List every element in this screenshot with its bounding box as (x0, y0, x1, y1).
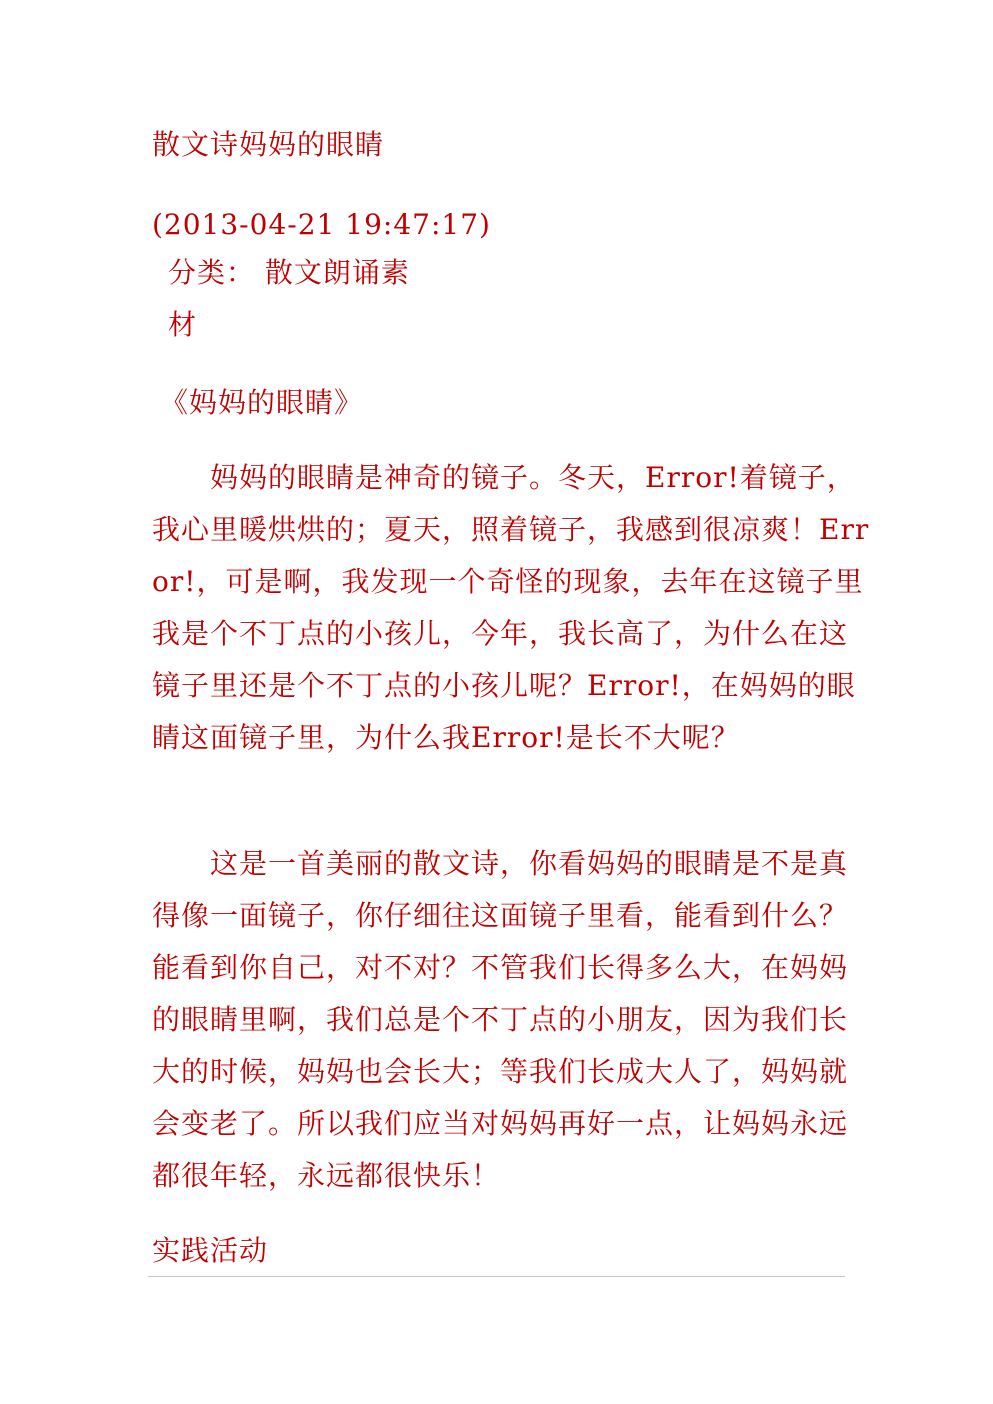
document-title: 散文诗妈妈的眼睛 (152, 128, 385, 161)
post-date: (2013-04-21 19:47:17) (152, 208, 491, 241)
work-title: 《妈妈的眼睛》 (160, 386, 364, 419)
poem-paragraph: 妈妈的眼睛是神奇的镜子。冬天，Error!着镜子，我心里暖烘烘的；夏天，照着镜子，我感到很凉爽！Error!，可是啊，我发现一个奇怪的现象，去年在这镜子里我是个不丁点的小孩儿，今年，我长高了，为什么在这镜子里还是个不丁点的小孩儿呢？Error!，在妈妈的眼睛这面镜子里，为什么我Error!是长不大呢？ (152, 461, 870, 754)
commentary-paragraph: 这是一首美丽的散文诗，你看妈妈的眼睛是不是真得像一面镜子，你仔细往这面镜子里看，能看到什么？能看到你自己，对不对？不管我们长得多么大，在妈妈的眼睛里啊，我们总是个不丁点的小朋友，因为我们长大的时候，妈妈也会长大；等我们长成大人了，妈妈就会变老了。所以我们应当对妈妈再好一点，让妈妈永远都很年轻，永远都很快乐！ (152, 847, 849, 1192)
category-label-continued: 材 (168, 308, 198, 341)
category-label: 分类： 散文朗诵素 (168, 256, 410, 289)
section-heading: 实践活动 (152, 1234, 269, 1267)
divider-line (148, 1276, 845, 1277)
